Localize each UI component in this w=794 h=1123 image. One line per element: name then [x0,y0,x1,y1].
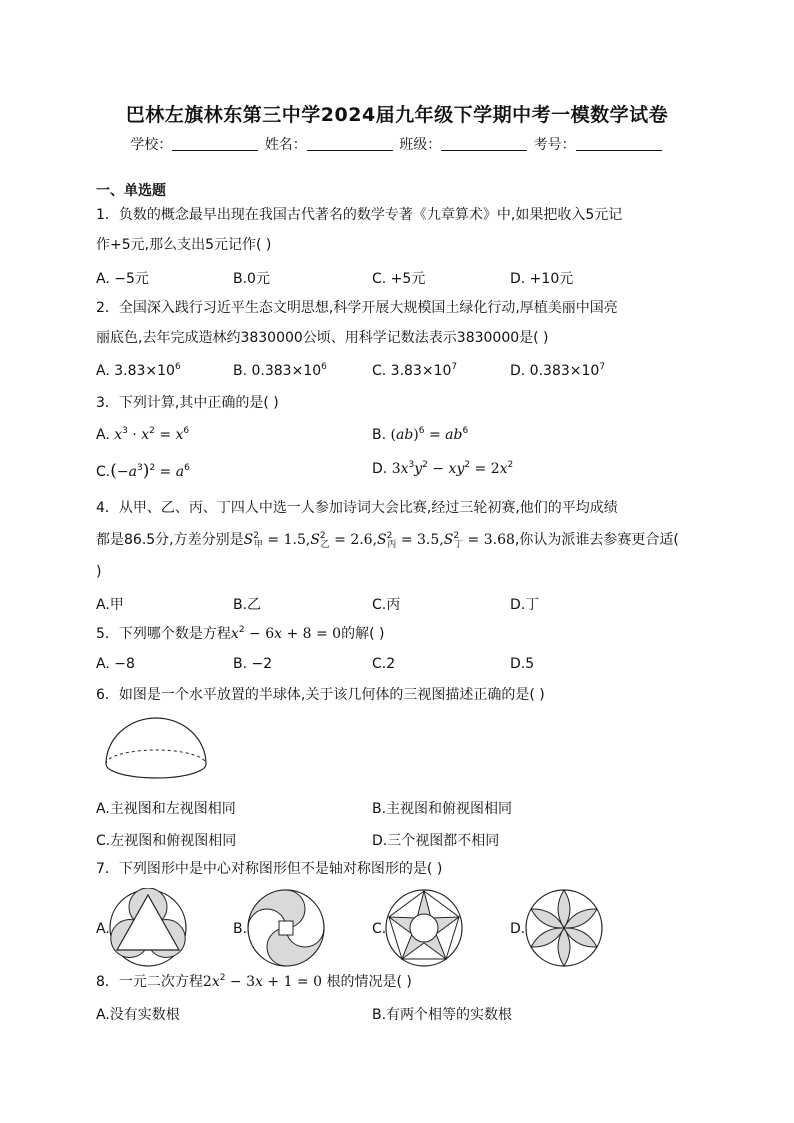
number-blank[interactable] [576,136,662,151]
q2-option-a[interactable] [96,363,181,379]
q4-line-2-start: 都是86.5分,方差分别是 [96,532,244,548]
q4-var-jia: 1.5 [283,532,306,548]
section-title: 一、单选题 [96,183,166,199]
q7-option-a-label[interactable]: A. [96,921,110,937]
q2-option-d[interactable] [510,363,605,379]
student-info-line [0,134,794,154]
q4-var-bing: 3.5 [417,532,440,548]
question-1-line-2: 作+5元,那么支出5元记作( ) [96,237,272,253]
q2-option-d-text: D. 0.383×10 [510,363,600,379]
q2-option-a-text: A. 3.83×10 [96,363,175,379]
q6-option-b[interactable]: B.主视图和俯视图相同 [372,801,513,817]
q3-option-d-label: D. [372,461,388,477]
school-label: 学校： [130,137,173,153]
class-blank[interactable] [441,136,527,151]
q4-var-yi: 2.6 [350,532,373,548]
q4-sub-jia: 甲 [253,540,263,550]
q1-option-c[interactable]: C. +5元 [372,271,426,287]
q1-option-a[interactable]: A. −5元 [96,271,149,287]
q1-option-b[interactable]: B.0元 [233,271,270,287]
page-title: 巴林左旗林东第三中学2024届九年级下学期中考一模数学试卷 [125,104,669,126]
q7-figure-c[interactable] [384,888,464,968]
question-8-line-1: 8．一元二次方程$2x^2 - 3x + 1 = 0$ 根的情况是( ) [96,973,412,990]
q5-text-end: 的解( ) [341,626,385,642]
q4-option-d[interactable]: D.丁 [510,597,540,613]
question-3-line-1: 3．下列计算,其中正确的是( ) [96,395,279,411]
q5-option-c[interactable]: C.2 [372,656,396,672]
q5-option-b[interactable]: B. −2 [233,656,273,672]
q6-option-d[interactable]: D.三个视图都不相同 [372,833,500,849]
class-label: 班级： [399,137,442,153]
number-label: 考号： [533,137,576,153]
question-2-line-2: 丽底色,去年完成造林约3830000公顷、用科学记数法表示3830000是( ) [96,330,549,346]
q4-var-ding: 3.68 [483,532,515,548]
q8-option-a[interactable]: A.没有实数根 [96,1007,180,1023]
q2-option-c-exp: 7 [451,362,458,372]
q4-sub-bing: 丙 [387,540,397,550]
question-6-line-1: 6．如图是一个水平放置的半球体,关于该几何体的三视图描述正确的是( ) [96,687,545,703]
question-4-line-3: ) [96,564,102,580]
question-1-line-1: 1．负数的概念最早出现在我国古代著名的数学专著《九章算术》中,如果把收入5元记 [96,207,623,223]
q5-text-start: 5．下列哪个数是方程 [96,626,231,642]
question-4-line-2: 都是86.5分,方差分别是$S^2_甲 = 1.5,S^2_乙 = 2.6,S^2_丙 = 3.5,S^2_丁 = 3.68$,你认为派谁去参赛更合适( [96,531,679,550]
q2-option-b[interactable] [233,363,327,379]
hemisphere-figure [100,712,212,784]
q7-option-b-label[interactable]: B. [233,921,248,937]
name-label: 姓名： [264,137,307,153]
q4-option-a[interactable]: A.甲 [96,597,124,613]
q7-figure-a[interactable] [108,888,188,968]
question-4-line-1: 4．从甲、乙、丙、丁四人中选一人参加诗词大会比赛,经过三轮初赛,他们的平均成绩 [96,500,618,516]
q2-option-a-exp: 6 [174,362,181,372]
q2-option-d-exp: 7 [599,362,606,372]
q8-option-b[interactable]: B.有两个相等的实数根 [372,1007,513,1023]
q7-option-d-label[interactable]: D. [510,921,526,937]
q3-option-a[interactable]: A. $x^3 \cdot x^2 = x^6$ [96,426,190,443]
q1-option-d[interactable]: D. +10元 [510,271,574,287]
q4-option-b[interactable]: B.乙 [233,597,262,613]
q7-figure-d[interactable] [524,888,604,968]
q2-option-c-text: C. 3.83×10 [372,363,452,379]
q6-option-c[interactable]: C.左视图和俯视图相同 [96,833,237,849]
q2-option-b-text: B. 0.383×10 [233,363,322,379]
q4-line-2-end: ,你认为派谁去参赛更合适( [514,532,679,548]
q3-option-b-label: B. [372,427,387,443]
q3-option-a-label: A. [96,427,110,443]
question-5-line-1: 5．下列哪个数是方程$x^2 - 6x + 8 = 0$的解( ) [96,625,385,642]
q6-option-a[interactable]: A.主视图和左视图相同 [96,801,236,817]
q3-option-d[interactable]: D. $3x^3y^2 - xy^2 = 2x^2$ [372,460,514,477]
name-blank[interactable] [307,136,393,151]
q7-option-c-label[interactable]: C. [372,921,387,937]
q4-sub-ding: 丁 [454,540,464,550]
q2-option-c[interactable] [372,363,457,379]
question-2-line-1: 2．全国深入践行习近平生态文明思想,科学开展大规模国土绿化行动,厚植美丽中国亮 [96,300,618,316]
q8-text-start: 8．一元二次方程 [96,974,203,990]
q3-option-c[interactable]: $C.(-a^3)^2 = a^6$ [96,461,190,481]
q8-text-end: 根的情况是( ) [326,974,412,990]
q5-option-a[interactable]: A. −8 [96,656,135,672]
q3-option-c-label: C. [96,464,111,480]
q4-sub-yi: 乙 [320,540,330,550]
q2-option-b-exp: 6 [321,362,327,372]
q4-option-c[interactable]: C.丙 [372,597,401,613]
q7-figure-b[interactable] [246,888,326,968]
question-7-line-1: 7．下列图形中是中心对称图形但不是轴对称图形的是( ) [96,861,443,877]
school-blank[interactable] [172,136,258,151]
q5-option-d[interactable]: D.5 [510,656,535,672]
q3-option-b[interactable]: B. $(ab)^6 = ab^6$ [372,426,469,443]
